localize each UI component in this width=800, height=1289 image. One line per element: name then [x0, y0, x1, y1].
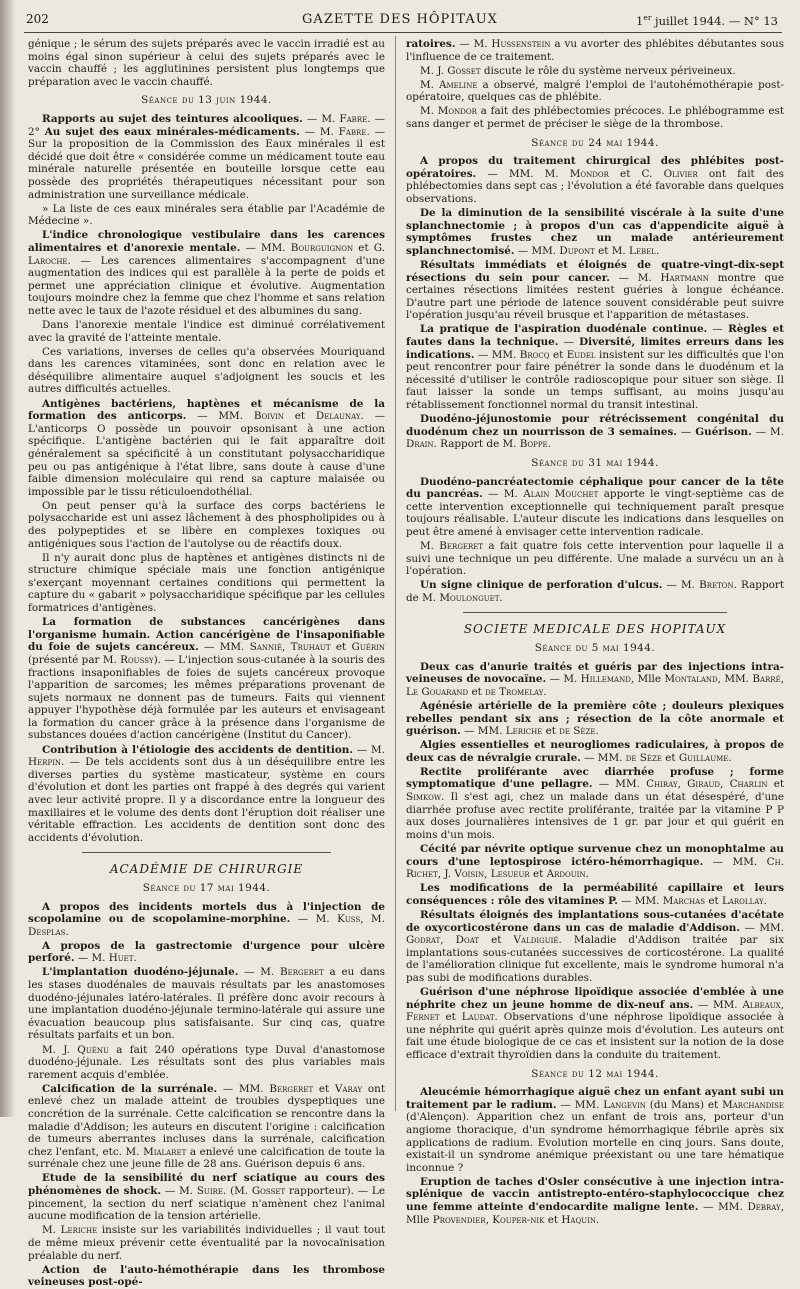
article-paragraph: On peut penser qu'à la surface des corps bactériens le polysaccharide est uni assez lâchement à des phospholipides ou à des polypeptides et se libère en complexes toxiques ou antigéniques sous l'action de l'autolyse ou de réactifs doux. [28, 499, 385, 550]
session-heading: Séance du 13 juin 1944. [141, 94, 272, 107]
article-paragraph: ratoires. — M. Hussenstein a vu avorter des phlébites débutantes sous l'influence de ce traitement. [406, 38, 785, 63]
article-paragraph: Cécité par névrite optique survenue chez un monophtalme au cours d'une leptospirose ictéro-hémorrhagique. — MM. Ch. Richet, J. Voisin, Lesueur et Ardouin. [406, 842, 784, 881]
article-paragraph: M. Ameline a observé, malgré l'emploi de l'autohémothérapie post-opératoire, quelques cas de phlébite. [406, 78, 785, 104]
article-paragraph: génique ; le sérum des sujets préparés avec le vaccin irradié est au moins égal sinon supérieur à celui des sujets préparés avec le vaccin chauffé ; les agglutinines persistent plus longtemps que préparation avec le vaccin chauffé. [28, 38, 385, 88]
column-divider [395, 36, 396, 1111]
article-paragraph: La formation de substances cancérigènes dans l'organisme humain. Action cancérigène de l'insaponifiable du foie de sujets cancéreux. — MM. Sannié, Truhaut et Guérin (présenté par M. Roussy). — L'injection sous-cutanée à la souris des fractions insaponifiables de foies de sujets cancéreux provoque l'apparition de sarcomes; les mêmes préparations provenant de sujets normaux ne donnent pas de tumeurs. Faits qui viennent appuyer l'hypothèse déjà formulée par les auteurs et envisageant la formation du cancer grâce à la présence dans l'organisme de substances douées d'action cancérigène (Institut du Cancer). [28, 616, 386, 742]
article-paragraph: » La liste de ces eaux minérales sera établie par l'Académie de Médecine ». [28, 202, 385, 228]
article-paragraph: Agénésie artérielle de la première côte ; douleurs plexiques rebelles pendant six ans ; résection de la côte anormale et guérison. — MM. Leriche et de Sèze. [406, 699, 784, 738]
article-paragraph: A propos de la gastrectomie d'urgence pour ulcère perforé. — M. Huet. [28, 939, 385, 965]
article-paragraph: La pratique de l'aspiration duodénale continue. — Règles et fautes dans la technique. — Diversité, limites erreurs dans les indications. — MM. Brocq et Eudel insistent sur les difficultés que l'on peut rencontrer pour faire pénétrer la sonde dans le duodénum et la nécessité d'utiliser le contrôle radioscopique pour situer son siège. Il faut laisser la sonde un temps suffisant, au moins jusqu'au rétablissement fonctionnel normal du transit intestinal. [406, 323, 784, 412]
section-divider [82, 852, 332, 853]
section-divider [463, 612, 728, 613]
article-paragraph: Duodéno-pancréatectomie céphalique pour cancer de la tête du pancréas. — M. Alain Mouchet apporte le vingt-septième cas de cette intervention exceptionnelle qui techniquement paraît presque toujours réalisable. L'auteur discute les indications dans lesquelles on peut être amené à envisager cette intervention radicale. [406, 475, 785, 538]
article-paragraph: A propos du traitement chirurgical des phlébites post-opératoires. — MM. M. Mondor et C. Olivier ont fait des phlébectomies dans sept cas ; l'évolution a été favorable dans quelques observations. [406, 155, 784, 206]
society-heading: ACADÉMIE DE CHIRURGIE [109, 862, 304, 877]
article-paragraph: Il n'y aurait donc plus de haptènes et antigènes distincts ni de structure chimique spéciale mais une fonction antigénique s'exerçant moyennant certaines conditions qui permettent la capture du « gabarit » polysaccharidique spécifique par les cellules formatrices d'antigènes. [28, 551, 385, 615]
article-paragraph: Eruption de taches d'Osler consécutive à une injection intra-splénique de vaccin antistrepto-entéro-staphylococcique chez une femme atteinte d'endocardite maligne lente. — MM. Debray, Mlle Provendier, Kouper-nik et Haquin. [406, 1175, 784, 1226]
header-rule [24, 32, 782, 33]
article-paragraph: Résultats immédiats et éloignés de quatre-vingt-dix-sept résections du sein pour cancer. — M. Hartmann montre que certaines résections limitées restent guéries à longue échéance. D'autre part une période de latence souvent considérable peut suivre l'opération jusqu'au réveil brusque et l'apparition de métastases. [406, 259, 784, 322]
article-paragraph: Duodéno-jéjunostomie pour rétrécissement congénital du duodénum chez un nourrisson de 3 semaines. — Guérison. — M. Drain. Rapport de M. Boppe. [406, 413, 784, 451]
right-column [406, 38, 785, 1226]
article-paragraph: Algies essentielles et neurogliomes radiculaires, à propos de deux cas de névralgie crurale. — MM. de Sèze et Guillaume. [406, 739, 784, 764]
article-paragraph: L'implantation duodéno-jéjunale. — M. Bergeret a eu dans les stases duodénales de mauvais résultats par les anastomoses duodéno-jéjunales latéro-latérales. Il préfère donc avoir recours à une implantation duodéno-jéjunale termino-latérale qui assure une évacuation beaucoup plus satisfaisante. Sur cinq cas, quatre résultats parfaits et un bon. [28, 966, 385, 1042]
article-paragraph: M. J. Quénu a fait 240 opérations type Duval d'anastomose duodéno-jéjunale. Les résultats sont des plus variables mais rarement acquis d'emblée. [28, 1043, 385, 1081]
page-header [0, 0, 800, 34]
session-heading: Séance du 12 mai 1944. [531, 1067, 659, 1080]
article-paragraph: M. J. Gosset discute le rôle du système nerveux périveineux. [420, 64, 736, 77]
article-paragraph: A propos des incidents mortels dus à l'injection de scopolamine ou de scopolamine-morphine. — M. Kuss, M. Desplas. [28, 900, 385, 938]
article-paragraph: Contribution à l'étiologie des accidents de dentition. — M. Herpin. — De tels accidents sont dus à un déséquilibre entre les diverses parties du système masticateur, système en cours d'évolution et dont les parties ont frappé à des degrés qui varient avec leur activité propre. Il y a discordance entre la longueur des maxillaires et le volume des dents dont l'éruption doit réaliser une véritable effraction. Les accidents de dentition sont donc des accidents d'évolution. [28, 743, 385, 844]
left-column [28, 38, 386, 1289]
article-paragraph: L'indice chronologique vestibulaire dans les carences alimentaires et d'anorexie mentale. — MM. Bourguignon et G. Laroche. — Les carences alimentaires s'accompagnent d'une augmentation des indices qui est parallèle à la perte de poids et permet une appréciation clinique et évolutive. Augmentation toujours moindre chez la femme que chez l'homme et sans relation nette avec le taux de l'azote résiduel et des albumines du sang. [28, 229, 385, 317]
binding-shadow [0, 0, 16, 1117]
article-paragraph: Rectite proliférante avec diarrhée profuse ; forme symptomatique d'une pellagre. — MM. Chiray, Giraud, Charlin et Simkow. Il s'est agi, chez un malade dans un état désespéré, d'une diarrhée profuse avec rectite proliférante, traitée par la vitamine P P aux doses journalières intensives de 1 gr. par jour et qui guérit en moins d'un mois. [406, 765, 785, 841]
page-number: 202 [26, 12, 49, 26]
article-paragraph: Guérison d'une néphrose lipoïdique associée d'emblée à une néphrite chez un jeune homme de dix-neuf ans. — MM. Albeaux, Fernet et Laudat. Observations d'une néphrose lipoïdique associée à une néphrite qui guérit après quinze mois d'évolution. Les auteurs ont fait une étude biologique de ce cas et insistent sur la notion de la dose efficace d'extrait thyroïdien dans la conduite du traitement. [406, 985, 784, 1061]
article-paragraph: Deux cas d'anurie traités et guéris par des injections intra-veineuses de novocaïne. — M. Hillemand, Mlle Montaland, MM. Barré, Le Gouarand et de Tromelay. [406, 660, 784, 698]
article-paragraph: Un signe clinique de perforation d'ulcus. — M. Breton. Rapport de M. Moulonguet. [406, 579, 784, 604]
article-paragraph: M. Bergeret a fait quatre fois cette intervention pour laquelle il a suivi une technique un peu différente. Une malade a survécu un an à l'opération. [406, 539, 785, 578]
article-paragraph: Résultats éloignés des implantations sous-cutanées d'acétate de oxycorticostérone dans un cas de maladie d'Addison. — MM. Godrat, Doat et Valdiguié. Maladie d'Addison traitée par six implantations sous-cutanées successives de corticostérone. La qualité de l'amélioration clinique fut excellente, mais le syndrome humoral n'a pas subi de modifications durables. [406, 908, 784, 984]
article-paragraph: Calcification de la surrénale. — MM. Bergeret et Varay ont enlevé chez un malade atteint de troubles dyspeptiques une concrétion de la surrénale. Cette calcification se rencontre dans la maladie d'Addison; les auteurs en discutent l'origine : calcification de tumeurs aberrantes incluses dans la surrénale, calcification chez l'enfant, etc. M. Mialaret a enlevé une calcification de toute la surrénale chez une jeune fille de 28 ans. Guérison depuis 6 ans. [28, 1082, 385, 1171]
article-paragraph: Les modifications de la perméabilité capillaire et leurs conséquences : rôle des vitamines P. — MM. Marchas et Larollay. [406, 882, 784, 907]
session-heading: Séance du 5 mai 1944. [534, 642, 656, 655]
society-heading: SOCIETE MEDICALE DES HOPITAUX [463, 622, 727, 637]
article-paragraph: Etude de la sensibilité du nerf sciatique au cours des phénomènes de shock. — M. Suire. (M. Gosset rapporteur). — Le pincement, la section du nerf sciatique n'amènent chez l'animal aucune modification de la tension artérielle. [28, 1172, 385, 1223]
session-heading: Séance du 24 mai 1944. [531, 136, 659, 149]
session-heading: Séance du 31 mai 1944. [531, 456, 659, 469]
article-paragraph: Antigènes bactériens, haptènes et mécanisme de la formation des anticorps. — MM. Boivin et Delaunay. — L'anticorps O possède un pouvoir opsonisant à une action spécifique. L'antigène bactérien qui le fait apparaître doit généralement sa spécificité à un constitutant polysaccharidique peu ou pas antigénique à l'état libre, sans doute à cause d'une faible dimension moléculaire qui rend sa capture malaisée ou impossible par le tissu réticuloendothélial. [28, 397, 386, 498]
article-paragraph: Dans l'anorexie mentale l'indice est diminué corrélativement avec la gravité de l'atteinte mentale. [28, 318, 385, 344]
article-paragraph: Ces variations, inverses de celles qu'a observées Mouriquand dans les carences vitaminées, sont donc en relation avec le déséquilibre alimentaire auquel s'adjoignent les soucis et les autres difficultés actuelles. [28, 345, 385, 396]
issue-date: 1er juillet 1944. — N° 13 [636, 13, 778, 28]
article-paragraph: Aleucémie hémorrhagique aiguë chez un enfant ayant subi un traitement par le radium. — MM. Langevin (du Mans) et Marchandise (d'Alençon). Apparition chez un enfant de trois ans, porteur d'un angiome thoracique, d'un syndrome hémorrhagique fébrile après six applications de radium. Evolution mortelle en cinq jours. Sans doute, existait-il un syndrome anémique préexistant ou une tare hématique inconnue ? [406, 1086, 784, 1174]
article-paragraph: M. Mondor a fait des phlébectomies précoces. Le phlébogramme est sans danger et permet de préciser le siège de la thrombose. [406, 105, 785, 131]
article-paragraph: Action de l'auto-hémothérapie dans les thrombose veineuses post-opé- [28, 1263, 385, 1289]
session-heading: Séance du 17 mai 1944. [142, 881, 271, 894]
article-paragraph: De la diminution de la sensibilité viscérale à la suite d'une splanchnectomie ; à propos d'un cas d'appendicite aiguë à symptômes frustes chez un malade antérieurement splanchnectomisé. — MM. Dupont et M. Lebel. [406, 207, 784, 257]
journal-title: GAZETTE DES HÔPITAUX [302, 12, 498, 27]
article-paragraph: M. Leriche insiste sur les variabilités individuelles ; il vaut tout de même mieux prévenir cette éventualité par la novocaïnisation préalable du nerf. [28, 1224, 386, 1262]
article-paragraph: Rapports au sujet des teintures alcooliques. — M. Fabre. — 2° Au sujet des eaux minérales-médicaments. — M. Fabre. — Sur la proposition de la Commission des Eaux minérales il est décidé que doit être « considérée comme un médicament toute eau minérale naturelle présentée en bouteille lorsque cette eau possède des propriétés thérapeutiques nécessitant pour son administration une surveillance médicale. [28, 112, 386, 201]
